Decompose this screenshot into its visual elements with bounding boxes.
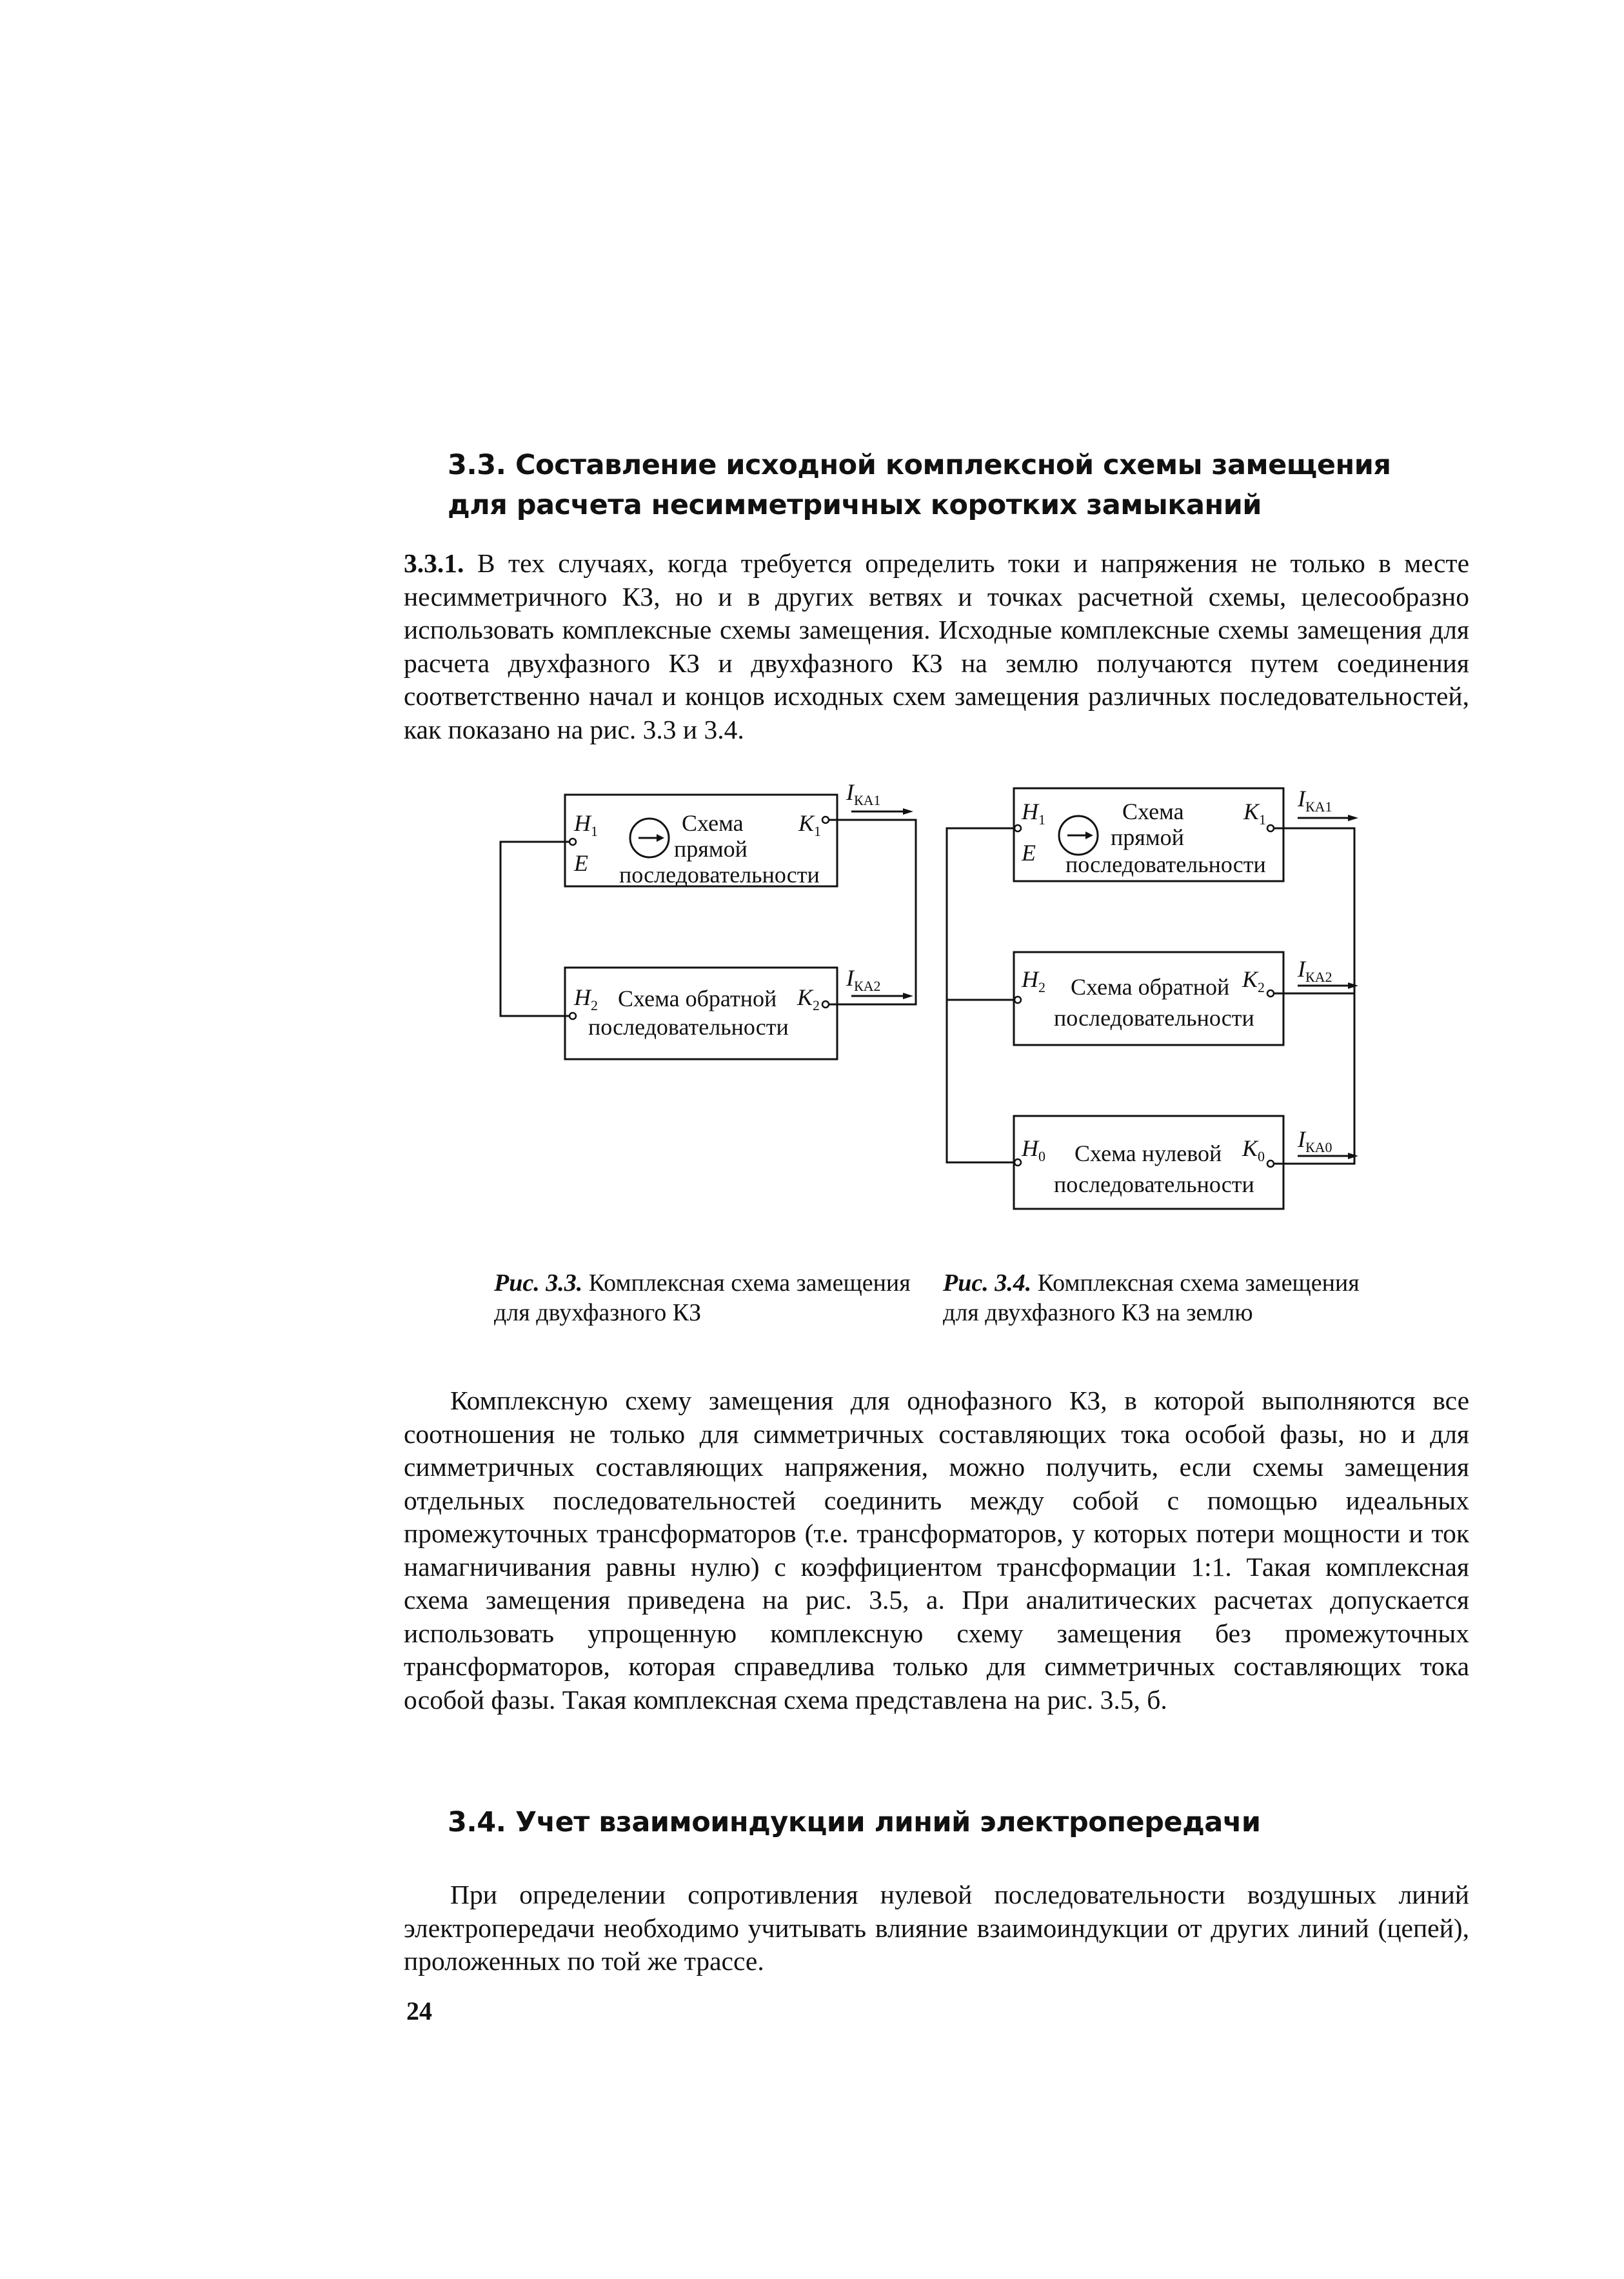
paragraph-number: 3.3.1. bbox=[404, 548, 464, 578]
svg-text:H0 bbox=[1021, 1135, 1045, 1164]
figure-3-3-diagram bbox=[490, 774, 929, 1077]
fig34-box1-line2: прямой bbox=[1111, 824, 1184, 850]
svg-text:IКА2 bbox=[1297, 956, 1332, 985]
fig34-box3-line1: Схема нулевой bbox=[1074, 1140, 1222, 1166]
fig34-ika2-label: I bbox=[1298, 956, 1305, 982]
fig34-ika2-sub: КА2 bbox=[1305, 969, 1332, 985]
svg-text:K1 bbox=[798, 810, 821, 839]
fig34-k0-label: K bbox=[1242, 1135, 1258, 1161]
svg-text:K2 bbox=[797, 984, 820, 1013]
svg-text:IКА1 bbox=[1297, 786, 1332, 815]
caption-text: Комплексная схема замещения для двухфазного КЗ на землю bbox=[943, 1269, 1360, 1326]
fig34-k1-sub: 1 bbox=[1259, 811, 1267, 828]
fig34-box3-line2: последовательности bbox=[1054, 1171, 1254, 1197]
fig34-e-label: E bbox=[1022, 840, 1036, 866]
svg-text:H1 bbox=[1021, 799, 1045, 828]
paragraph-text: В тех случаях, когда требуется определить токи и напряжения не только в месте несимметричного КЗ, но и в других ветвях и точках расчетной схемы, целесообразно использовать комплексные схемы замещения. Исходные комплексные схемы замещения для расчета двухфазного КЗ и двухфазного КЗ на землю получаются путем соединения соответственно начал и концов исходных схем замещения различных последовательностей, как показано на рис. 3.3 и 3.4. bbox=[404, 548, 1469, 744]
fig34-h2-sub: 2 bbox=[1038, 979, 1045, 995]
figure-3-4-diagram bbox=[935, 774, 1438, 1232]
fig34-k2-label: K bbox=[1242, 966, 1258, 992]
fig34-ika1-label: I bbox=[1298, 786, 1305, 811]
section-heading-3-3 bbox=[448, 445, 1467, 525]
fig34-k0-sub: 0 bbox=[1258, 1148, 1265, 1164]
svg-text:IКА0 bbox=[1297, 1126, 1332, 1155]
caption-text: Комплексная схема замещения для двухфазного КЗ bbox=[494, 1269, 911, 1326]
fig34-h0-sub: 0 bbox=[1038, 1148, 1045, 1164]
section-heading-3-4 bbox=[448, 1802, 1467, 1842]
paragraph-3-4: При определении сопротивления нулевой последовательности воздушных линий электропередачи необходимо учитывать влияние взаимоиндукции от других линий (цепей), проложенных по той же трассе. bbox=[404, 1880, 1469, 1976]
fig33-ika1-sub: КА1 bbox=[854, 792, 881, 808]
fig33-ika1-label: I bbox=[846, 779, 854, 805]
fig34-k1-label: K bbox=[1243, 799, 1260, 824]
fig33-h2-sub: 2 bbox=[591, 997, 598, 1013]
fig33-ika2-sub: КА2 bbox=[854, 978, 881, 994]
fig33-box1-line1: Схема bbox=[682, 810, 744, 836]
fig34-ika0-label: I bbox=[1298, 1126, 1305, 1152]
fig33-box1-line2: прямой bbox=[674, 836, 748, 862]
caption-label: Рис. 3.3. bbox=[494, 1269, 583, 1297]
svg-text:IКА1 bbox=[846, 779, 881, 808]
svg-text:H2 bbox=[573, 984, 598, 1013]
fig34-h1-sub: 1 bbox=[1038, 811, 1045, 828]
fig33-k2-sub: 2 bbox=[813, 997, 820, 1013]
fig34-h2-label: H bbox=[1022, 966, 1038, 992]
paragraph-3-3-1 bbox=[404, 547, 1469, 746]
fig33-e-label: E bbox=[574, 850, 588, 876]
fig34-h0-label: H bbox=[1022, 1135, 1038, 1161]
fig34-box2-line1: Схема обратной bbox=[1071, 974, 1230, 1000]
svg-text:H2 bbox=[1021, 966, 1045, 995]
fig33-k1-sub: 1 bbox=[814, 823, 822, 839]
page-number: 24 bbox=[406, 1996, 432, 2025]
figure-3-4-caption bbox=[943, 1268, 1369, 1328]
section-heading-line1: 3.3. Составление исходной комплексной схемы замещения bbox=[448, 449, 1391, 481]
fig34-ika0-sub: КА0 bbox=[1305, 1139, 1332, 1155]
section-heading-line2: для расчета несимметричных коротких замыканий bbox=[448, 489, 1262, 521]
svg-text:K2 bbox=[1242, 966, 1265, 995]
section-heading-line1: 3.4. Учет взаимоиндукции линий электропередачи bbox=[448, 1806, 1261, 1838]
fig33-box2-line1: Схема обратной bbox=[618, 986, 777, 1011]
fig34-ika1-sub: КА1 bbox=[1305, 799, 1332, 815]
fig34-box1-line1: Схема bbox=[1122, 799, 1184, 824]
fig33-box2-line2: последовательности bbox=[588, 1014, 789, 1040]
svg-text:K0 bbox=[1242, 1135, 1265, 1164]
fig33-ika2-label: I bbox=[846, 965, 854, 991]
fig33-h2-label: H bbox=[574, 984, 591, 1010]
figure-3-3-caption bbox=[494, 1268, 917, 1328]
fig33-h1-label: H bbox=[574, 810, 591, 836]
fig34-k2-sub: 2 bbox=[1258, 979, 1265, 995]
svg-text:K1 bbox=[1243, 799, 1266, 828]
fig34-box1-line3: последовательности bbox=[1065, 851, 1266, 877]
fig33-k1-label: K bbox=[798, 810, 815, 836]
fig33-h1-sub: 1 bbox=[591, 823, 598, 839]
svg-text:H1 bbox=[573, 810, 598, 839]
fig33-k2-label: K bbox=[797, 984, 813, 1010]
fig34-box2-line2: последовательности bbox=[1054, 1005, 1254, 1031]
fig34-h1-label: H bbox=[1022, 799, 1038, 824]
svg-text:IКА2 bbox=[846, 965, 881, 994]
fig33-box1-line3: последовательности bbox=[619, 862, 820, 888]
caption-label: Рис. 3.4. bbox=[943, 1269, 1032, 1297]
paragraph-single-phase: Комплексную схему замещения для однофазного КЗ, в которой выполняются все соотношения не только для симметричных составляющих тока особой фазы, но и для симметричных составляющих напряжения, можно получить, если схемы замещения отдельных последовательностей соединить между собой с помощью идеальных промежуточных трансформаторов (т.е. трансформаторов, у которых потери мощности и ток намагничивания равны нулю) с коэффициентом трансформации 1:1. Такая комплексная схема замещения приведена на рис. 3.5, а. При аналитических расчетах допускается использовать упрощенную комплексную схему замещения без промежуточных трансформаторов, которая справедлива только для симметричных составляющих тока особой фазы. Такая комплексная схема представлена на рис. 3.5, б. bbox=[404, 1386, 1469, 1715]
